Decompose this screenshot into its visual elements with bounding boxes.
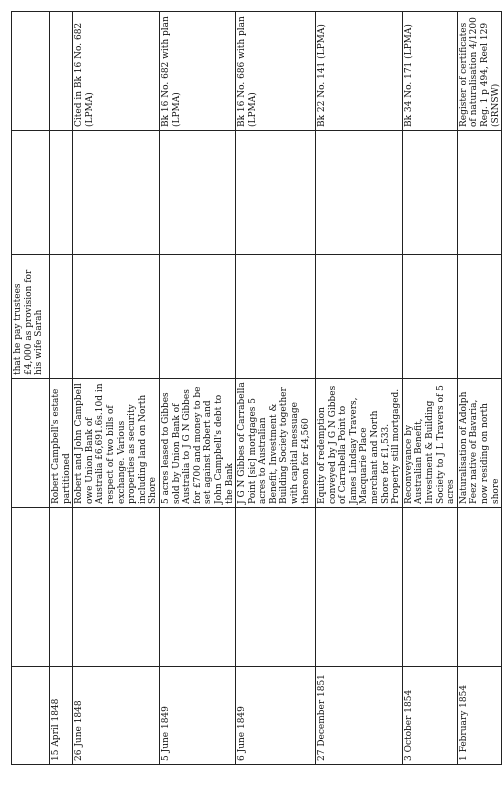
- source-cell: Bk 34 No. 171 (LPMA): [402, 12, 457, 131]
- description-cell: [12, 379, 50, 508]
- blank-cell: [316, 131, 403, 255]
- provision-cell: that he pay trustees £4,000 as provision for his wife Sarah: [12, 255, 50, 379]
- table-row: [159, 12, 235, 765]
- description-cell: J G N Gibbes of Carrabella Point [sic] mortgages 5 acres to Australian Benefit, Investment & Building Society together with capital messuage thereon for £4,560: [236, 379, 316, 508]
- provision-cell: [316, 255, 403, 379]
- date-cell: 5 June 1849: [159, 667, 235, 765]
- table-row: [50, 12, 73, 765]
- date-cell: 26 June 1848: [73, 667, 160, 765]
- date-cell: 27 December 1851: [316, 667, 403, 765]
- table-row: [12, 12, 50, 765]
- source-cell: [12, 12, 50, 131]
- blank-cell: [50, 131, 73, 255]
- blank-cell: [457, 131, 501, 255]
- source-cell: Bk 16 No. 686 with plan (LPMA): [236, 12, 316, 131]
- provision-cell: [50, 255, 73, 379]
- source-cell: Register of certificates of naturalisation 4/1200 Reg. 1 p 494, Reel 129 (SRNSW): [457, 12, 501, 131]
- description-cell: 5 acres leased to Gibbes sold by Union Bank of Australia to J G N Gibbes for £700 and money to be set against Robert and John Campbell's debt to the Bank: [159, 379, 235, 508]
- source-cell: Bk 22 No. 141 (LPMA): [316, 12, 403, 131]
- description-cell: Equity of redemption conveyed by J G N Gibbes of Carrabella Point to James Lindsay Travers, Macquarie Place merchant and North Shore for £1,533. Property still mortgaged.: [316, 379, 403, 508]
- date-cell: 15 April 1848: [50, 667, 73, 765]
- date-cell: 6 June 1849: [236, 667, 316, 765]
- source-cell: Bk 16 No. 682 with plan (LPMA): [159, 12, 235, 131]
- blank-cell: [159, 131, 235, 255]
- blank-cell: [457, 508, 501, 667]
- date-cell: 1 February 1854: [457, 667, 501, 765]
- provision-cell: [457, 255, 501, 379]
- table-row: [73, 12, 160, 765]
- blank-cell: [12, 508, 50, 667]
- provision-cell: [159, 255, 235, 379]
- blank-cell: [159, 508, 235, 667]
- blank-cell: [402, 131, 457, 255]
- blank-cell: [12, 131, 50, 255]
- table-row: [236, 12, 316, 765]
- source-cell: Cited in Bk 16 No. 682 (LPMA): [73, 12, 160, 131]
- date-cell: 3 October 1854: [402, 667, 457, 765]
- table-row: [316, 12, 403, 765]
- table-row: [457, 12, 501, 765]
- provision-cell: [73, 255, 160, 379]
- description-cell: Robert Campbell's estate partitioned: [50, 379, 73, 508]
- blank-cell: [236, 508, 316, 667]
- blank-cell: [316, 508, 403, 667]
- land-title-table: [11, 11, 502, 765]
- description-cell: Naturalisation of Adolph Feez native of Bavaria, now residing on north shore: [457, 379, 501, 508]
- blank-cell: [73, 131, 160, 255]
- description-cell: Reconveyance by Australian Benefit, Investment & Building Society to J L Travers of 5 acres: [402, 379, 457, 508]
- blank-cell: [73, 508, 160, 667]
- description-cell: Robert and John Campbell owe Union Bank of Australia £6,691.6s.10d in respect of two bills of exchange. Various properties as security including land on North Shore: [73, 379, 160, 508]
- source-cell: [50, 12, 73, 131]
- blank-cell: [236, 131, 316, 255]
- blank-cell: [402, 508, 457, 667]
- provision-cell: [236, 255, 316, 379]
- date-cell: [12, 667, 50, 765]
- provision-cell: [402, 255, 457, 379]
- blank-cell: [50, 508, 73, 667]
- table-row: [402, 12, 457, 765]
